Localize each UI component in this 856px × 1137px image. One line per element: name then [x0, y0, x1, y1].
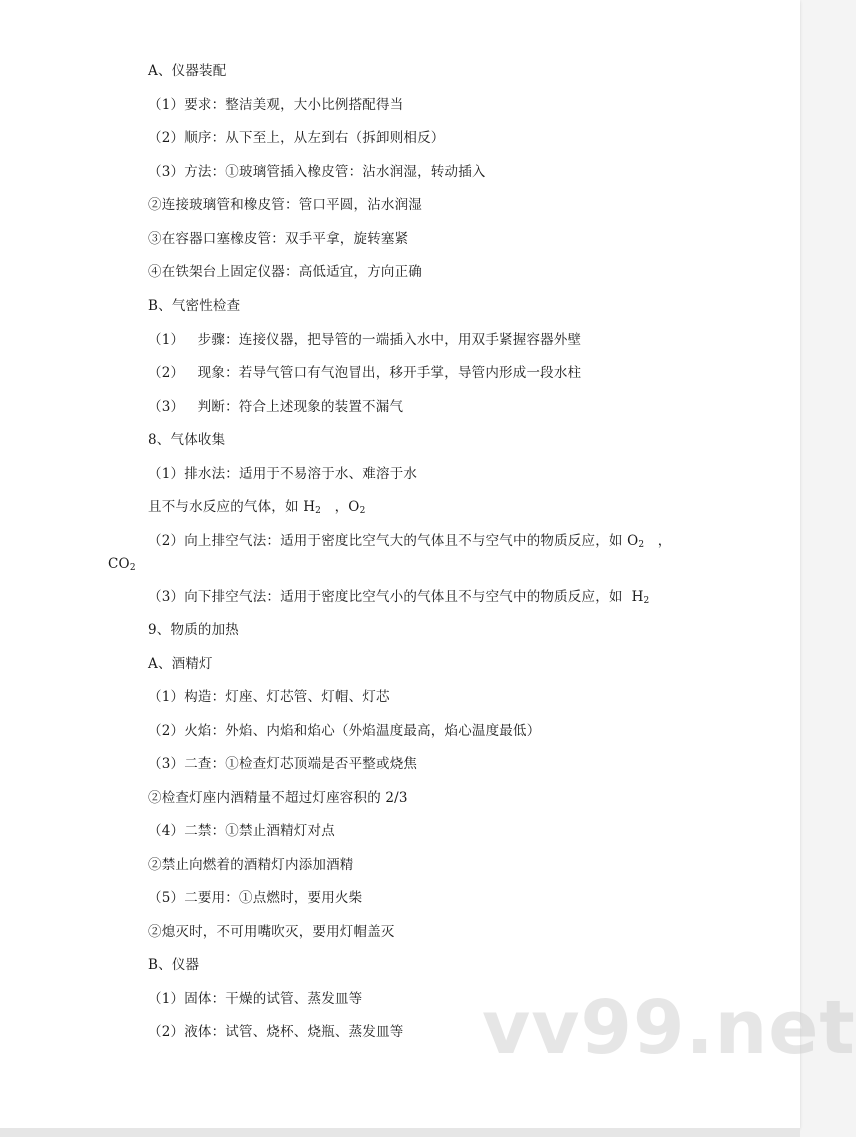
text-line: ④在铁架台上固定仪器：高低适宜，方向正确 — [148, 264, 422, 280]
text-line: ②熄灭时，不可用嘴吹灭，要用灯帽盖灭 — [148, 924, 395, 940]
formula-subscript: 2 — [359, 506, 366, 516]
text-line: （3）二查：①检查灯芯顶端是否平整或烧焦 — [148, 756, 418, 772]
formula-text: ， — [644, 533, 672, 549]
formula-text: ，O — [321, 499, 360, 515]
text-line: （1） 步骤：连接仪器，把导管的一端插入水中，用双手紧握容器外壁 — [148, 332, 582, 348]
page-bottom-edge — [0, 1128, 800, 1137]
formula-text: （2）向上排空气法：适用于密度比空气大的气体且不与空气中的物质反应，如 O — [148, 533, 639, 549]
text-line: （4）二禁：①禁止酒精灯对点 — [148, 823, 335, 839]
text-line: （1）构造：灯座、灯芯管、灯帽、灯芯 — [148, 689, 390, 705]
text-line: （1）固体：干燥的试管、蒸发皿等 — [148, 991, 363, 1007]
text-line: （3） 判断：符合上述现象的装置不漏气 — [148, 399, 404, 415]
text-line: ③在容器口塞橡皮管：双手平拿，旋转塞紧 — [148, 231, 409, 247]
text-line: （2）液体：试管、烧杯、烧瓶、蒸发皿等 — [148, 1024, 404, 1040]
heading-airtightness-check: B、气密性检查 — [148, 298, 241, 314]
heading-instruments: B、仪器 — [148, 957, 200, 973]
text-line-formula — [148, 531, 671, 551]
text-line: （2）火焰：外焰、内焰和焰心（外焰温度最高，焰心温度最低） — [148, 723, 541, 739]
text-line: ②禁止向燃着的酒精灯内添加酒精 — [148, 857, 354, 873]
heading-substance-heating: 9、物质的加热 — [148, 622, 239, 638]
text-line-formula — [148, 497, 366, 517]
formula-subscript: 2 — [643, 596, 650, 606]
text-line: （5）二要用：①点燃时，要用火柴 — [148, 890, 363, 906]
text-line: （1）排水法：适用于不易溶于水、难溶于水 — [148, 466, 418, 482]
formula-text: 且不与水反应的气体，如 H — [148, 499, 316, 515]
text-line-formula — [148, 587, 649, 607]
text-line: （1）要求：整洁美观，大小比例搭配得当 — [148, 97, 404, 113]
text-line: ②检查灯座内酒精量不超过灯座容积的 2/3 — [148, 790, 408, 806]
formula-subscript: 2 — [315, 506, 322, 516]
heading-gas-collection: 8、气体收集 — [148, 432, 226, 448]
watermark: vv99.net — [482, 985, 856, 1071]
heading-instrument-assembly: A、仪器装配 — [148, 63, 227, 79]
formula-subscript: 2 — [129, 563, 136, 573]
formula-text: （3）向下排空气法：适用于密度比空气小的气体且不与空气中的物质反应，如 H — [148, 589, 644, 605]
text-line-formula — [108, 554, 136, 574]
formula-text: CO — [108, 556, 130, 572]
text-line: （3）方法：①玻璃管插入橡皮管：沾水润湿，转动插入 — [148, 164, 486, 180]
text-line: （2） 现象：若导气管口有气泡冒出，移开手掌，导管内形成一段水柱 — [148, 365, 582, 381]
text-line: ②连接玻璃管和橡皮管：管口平圆，沾水润湿 — [148, 197, 422, 213]
formula-subscript: 2 — [638, 540, 645, 550]
text-line: （2）顺序：从下至上，从左到右（拆卸则相反） — [148, 130, 445, 146]
heading-alcohol-lamp: A、酒精灯 — [148, 656, 213, 672]
